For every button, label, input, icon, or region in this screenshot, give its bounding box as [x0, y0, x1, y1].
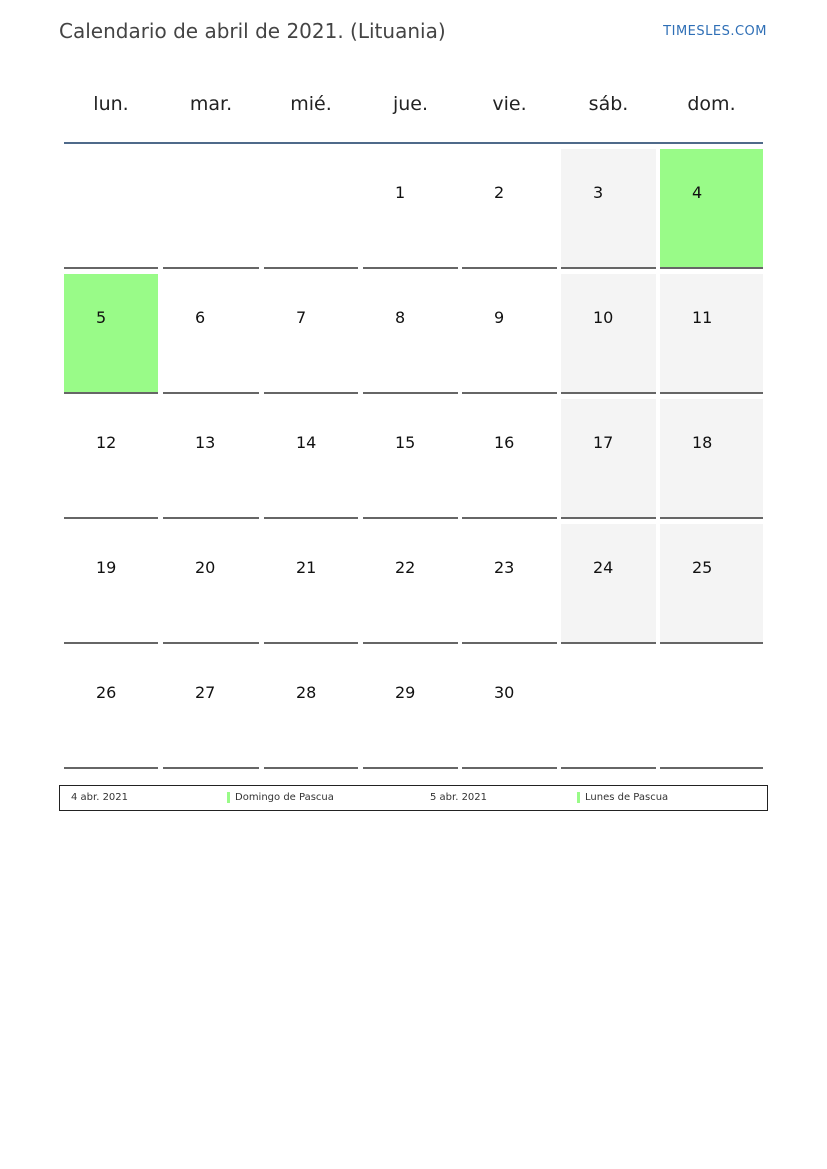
- day-number: 1: [395, 183, 406, 202]
- day-number: 21: [296, 558, 317, 577]
- legend-holiday-name: Domingo de Pascua: [235, 792, 334, 803]
- day-number: 4: [692, 183, 703, 202]
- day-cell[interactable]: [561, 274, 656, 394]
- page-title: Calendario de abril de 2021. (Lituania): [59, 19, 446, 43]
- day-cell[interactable]: [462, 274, 557, 394]
- day-number: 29: [395, 683, 416, 702]
- day-number: 12: [96, 433, 117, 452]
- day-cell[interactable]: [660, 274, 763, 394]
- day-number: 14: [296, 433, 317, 452]
- brand-link[interactable]: TIMESLES.COM: [663, 24, 767, 39]
- day-cell[interactable]: [64, 399, 158, 519]
- day-number: 8: [395, 308, 406, 327]
- empty-day-cell: [660, 649, 763, 769]
- day-number: 18: [692, 433, 713, 452]
- day-number: 17: [593, 433, 614, 452]
- legend-date: 4 abr. 2021: [71, 792, 129, 803]
- day-cell[interactable]: [462, 649, 557, 769]
- day-cell[interactable]: [363, 649, 458, 769]
- day-cell[interactable]: [163, 399, 259, 519]
- day-number: 10: [593, 308, 614, 327]
- day-cell[interactable]: [363, 274, 458, 394]
- day-cell[interactable]: [363, 399, 458, 519]
- day-cell[interactable]: [660, 399, 763, 519]
- day-number: 30: [494, 683, 515, 702]
- day-number: 28: [296, 683, 317, 702]
- day-number: 3: [593, 183, 604, 202]
- day-cell[interactable]: [163, 524, 259, 644]
- day-number: 24: [593, 558, 614, 577]
- empty-day-cell: [64, 149, 158, 269]
- weekday-header: [64, 78, 763, 142]
- day-cell[interactable]: [561, 524, 656, 644]
- day-number: 13: [195, 433, 216, 452]
- day-cell[interactable]: [264, 399, 358, 519]
- weekday-label: vie.: [492, 93, 527, 115]
- day-cell[interactable]: [363, 149, 458, 269]
- day-cell[interactable]: [163, 274, 259, 394]
- holiday-day-cell[interactable]: [660, 149, 763, 269]
- day-cell[interactable]: [660, 524, 763, 644]
- day-number: 22: [395, 558, 416, 577]
- week-row: [64, 519, 763, 644]
- day-number: 20: [195, 558, 216, 577]
- holiday-day-cell[interactable]: [64, 274, 158, 394]
- day-number: 23: [494, 558, 515, 577]
- day-number: 27: [195, 683, 216, 702]
- day-cell[interactable]: [64, 649, 158, 769]
- day-number: 26: [96, 683, 117, 702]
- empty-day-cell: [561, 649, 656, 769]
- day-number: 16: [494, 433, 515, 452]
- day-cell[interactable]: [462, 524, 557, 644]
- weekday-label: lun.: [93, 93, 129, 115]
- weekday-label: dom.: [687, 93, 736, 115]
- day-number: 11: [692, 308, 713, 327]
- week-row: [64, 394, 763, 519]
- day-cell[interactable]: [264, 524, 358, 644]
- empty-day-cell: [264, 149, 358, 269]
- day-cell[interactable]: [264, 649, 358, 769]
- day-number: 9: [494, 308, 505, 327]
- legend-color-swatch: [227, 792, 230, 803]
- legend-date: 5 abr. 2021: [430, 792, 488, 803]
- day-cell[interactable]: [462, 399, 557, 519]
- day-cell[interactable]: [363, 524, 458, 644]
- day-cell[interactable]: [264, 274, 358, 394]
- weekday-label: sáb.: [588, 93, 629, 115]
- day-cell[interactable]: [561, 149, 656, 269]
- weekday-label: mar.: [189, 93, 233, 115]
- day-cell[interactable]: [462, 149, 557, 269]
- day-number: 5: [96, 308, 107, 327]
- day-number: 25: [692, 558, 713, 577]
- weekday-label: jue.: [392, 93, 429, 115]
- day-number: 19: [96, 558, 117, 577]
- week-row: [64, 144, 763, 269]
- holiday-legend: [59, 785, 768, 811]
- day-cell[interactable]: [163, 649, 259, 769]
- day-number: 6: [195, 308, 206, 327]
- day-number: 2: [494, 183, 505, 202]
- legend-color-swatch: [577, 792, 580, 803]
- day-number: 15: [395, 433, 416, 452]
- calendar-grid: [64, 144, 763, 769]
- weekday-label: mié.: [290, 93, 332, 115]
- day-cell[interactable]: [561, 399, 656, 519]
- day-number: 7: [296, 308, 307, 327]
- day-cell[interactable]: [64, 524, 158, 644]
- week-row: [64, 644, 763, 769]
- empty-day-cell: [163, 149, 259, 269]
- legend-holiday-name: Lunes de Pascua: [585, 792, 669, 803]
- week-row: [64, 269, 763, 394]
